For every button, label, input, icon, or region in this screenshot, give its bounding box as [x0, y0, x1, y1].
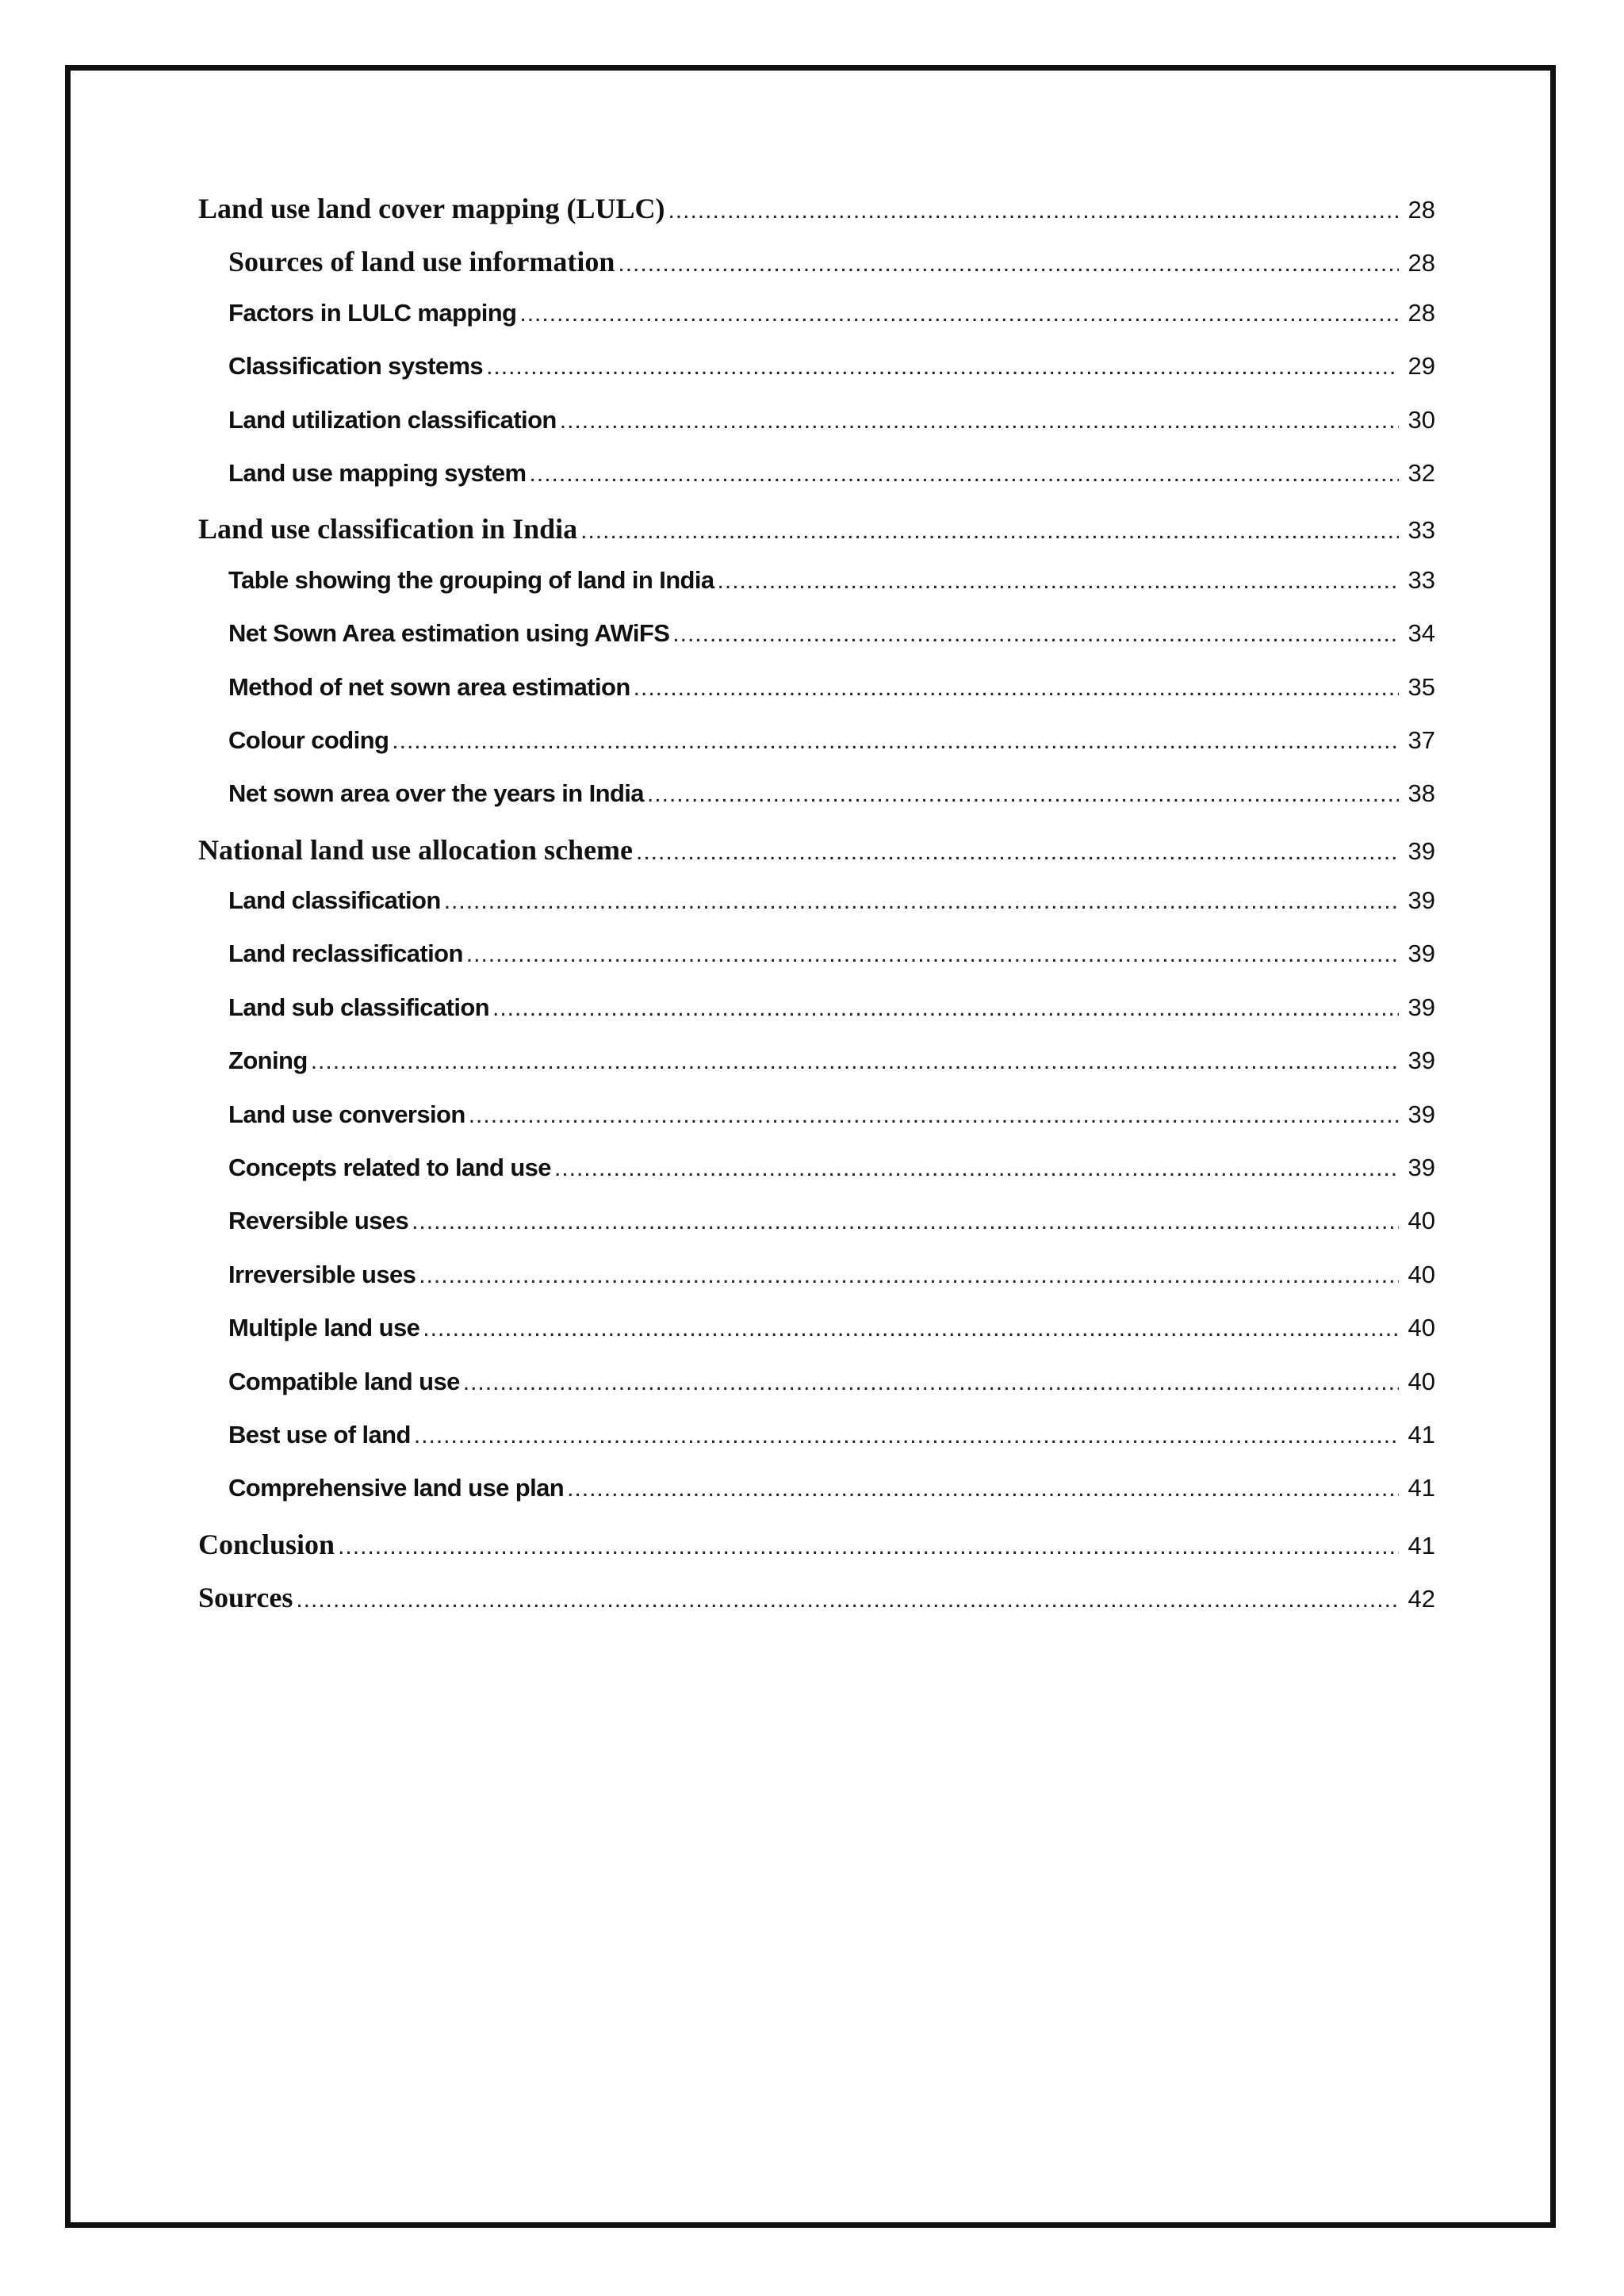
toc-entry-title: Classification systems — [228, 352, 484, 381]
toc-entry-title: Conclusion — [198, 1528, 335, 1560]
toc-entry-title: Land use mapping system — [228, 458, 527, 487]
toc-entry-title: Method of net sown area estimation — [228, 672, 630, 701]
toc-page-number: 39 — [1408, 1100, 1435, 1128]
toc-entry-title: Land reclassification — [228, 939, 463, 968]
toc-dot-leader — [466, 941, 1399, 968]
toc-page-number: 28 — [1408, 196, 1435, 224]
toc-page-number: 29 — [1408, 352, 1435, 381]
toc-dot-leader — [414, 1422, 1399, 1449]
toc-entry-title: Compatible land use — [228, 1367, 460, 1395]
toc-page-number: 33 — [1408, 565, 1435, 594]
toc-entry-title: Land utilization classification — [228, 405, 557, 434]
toc-entry-title: Irreversible uses — [228, 1260, 416, 1288]
toc-entry-title: Net sown area over the years in India — [228, 779, 644, 808]
toc-dot-leader — [560, 408, 1399, 434]
toc-entry[interactable] — [198, 1154, 1435, 1207]
toc-page-number: 39 — [1408, 993, 1435, 1021]
toc-dot-leader — [338, 1533, 1399, 1560]
toc-entry[interactable] — [198, 406, 1435, 459]
toc-page-number: 40 — [1408, 1260, 1435, 1288]
toc-dot-leader — [636, 839, 1399, 866]
toc-entry[interactable] — [198, 1474, 1435, 1527]
toc-dot-leader — [412, 1208, 1399, 1235]
toc-entry[interactable] — [198, 245, 1435, 298]
toc-entry[interactable] — [198, 1314, 1435, 1367]
toc-page-number: 41 — [1408, 1531, 1435, 1559]
toc-page-number: 28 — [1408, 249, 1435, 277]
toc-entry-title: Land classification — [228, 886, 441, 915]
toc-entry-title: Land use conversion — [228, 1100, 465, 1128]
toc-entry-title: Net Sown Area estimation using AWiFS — [228, 619, 670, 648]
toc-entry[interactable] — [198, 1528, 1435, 1581]
toc-entry-title: Concepts related to land use — [228, 1154, 551, 1182]
toc-page-number: 30 — [1408, 405, 1435, 434]
toc-entry[interactable] — [198, 1100, 1435, 1154]
toc-entry[interactable] — [198, 352, 1435, 405]
toc-page-number: 28 — [1408, 298, 1435, 327]
toc-dot-leader — [423, 1315, 1399, 1342]
toc-dot-leader — [486, 354, 1399, 381]
toc-page-number: 40 — [1408, 1314, 1435, 1342]
toc-entry-title: Reversible uses — [228, 1207, 409, 1235]
toc-page-number: 34 — [1408, 619, 1435, 648]
toc-dot-leader — [530, 461, 1399, 488]
toc-page-number: 39 — [1408, 1047, 1435, 1075]
toc-dot-leader — [392, 728, 1399, 755]
toc-page-number: 42 — [1408, 1585, 1435, 1613]
toc-entry[interactable] — [198, 566, 1435, 619]
toc-entry-title: Land use classification in India — [198, 513, 578, 545]
toc-dot-leader — [668, 197, 1399, 224]
toc-dot-leader — [296, 1586, 1399, 1613]
toc-entry[interactable] — [198, 886, 1435, 939]
toc-dot-leader — [463, 1369, 1399, 1396]
toc-entry[interactable] — [198, 1261, 1435, 1314]
toc-entry[interactable] — [198, 459, 1435, 512]
toc-page-number: 41 — [1408, 1420, 1435, 1448]
toc-dot-leader — [567, 1475, 1399, 1502]
toc-dot-leader — [444, 888, 1399, 915]
toc-entry-title: Zoning — [228, 1047, 308, 1075]
toc-dot-leader — [311, 1048, 1399, 1075]
toc-page-number: 38 — [1408, 779, 1435, 808]
toc-page-number: 33 — [1408, 516, 1435, 545]
toc-entry[interactable] — [198, 726, 1435, 779]
toc-dot-leader — [492, 995, 1399, 1022]
toc-dot-leader — [634, 675, 1399, 702]
toc-entry[interactable] — [198, 993, 1435, 1047]
toc-entry[interactable] — [198, 512, 1435, 565]
toc-entry[interactable] — [198, 299, 1435, 352]
table-of-contents — [198, 192, 1435, 1635]
toc-entry[interactable] — [198, 1047, 1435, 1100]
toc-entry-title: Colour coding — [228, 725, 389, 754]
toc-page-number: 32 — [1408, 458, 1435, 487]
toc-dot-leader — [580, 518, 1399, 545]
toc-entry-title: Factors in LULC mapping — [228, 298, 517, 327]
toc-dot-leader — [672, 621, 1399, 648]
toc-entry[interactable] — [198, 1368, 1435, 1421]
toc-page-number: 39 — [1408, 886, 1435, 915]
toc-page-number: 40 — [1408, 1207, 1435, 1235]
toc-dot-leader — [647, 781, 1399, 808]
toc-entry[interactable] — [198, 1581, 1435, 1634]
toc-dot-leader — [718, 568, 1399, 595]
toc-page-number: 39 — [1408, 1154, 1435, 1182]
toc-entry-title: Land use land cover mapping (LULC) — [198, 193, 665, 224]
toc-page-number: 39 — [1408, 836, 1435, 865]
toc-dot-leader — [519, 300, 1399, 327]
toc-page-number: 39 — [1408, 939, 1435, 968]
toc-entry[interactable] — [198, 192, 1435, 245]
toc-entry[interactable] — [198, 673, 1435, 726]
toc-entry-title: Sources — [198, 1582, 293, 1614]
toc-page-number: 37 — [1408, 725, 1435, 754]
toc-entry-title: Land sub classification — [228, 993, 490, 1021]
toc-page-number: 35 — [1408, 672, 1435, 701]
toc-entry-title: Multiple land use — [228, 1314, 420, 1342]
toc-entry[interactable] — [198, 619, 1435, 672]
toc-dot-leader — [469, 1102, 1399, 1129]
toc-entry-title: Table showing the grouping of land in India — [228, 565, 714, 594]
toc-entry-title: National land use allocation scheme — [198, 833, 634, 866]
toc-entry[interactable] — [198, 939, 1435, 993]
toc-page-number: 41 — [1408, 1474, 1435, 1502]
toc-entry[interactable] — [198, 1421, 1435, 1474]
toc-dot-leader — [419, 1262, 1399, 1289]
toc-dot-leader — [618, 251, 1399, 277]
toc-entry-title: Comprehensive land use plan — [228, 1474, 565, 1502]
toc-entry-title: Sources of land use information — [228, 246, 615, 278]
toc-entry[interactable] — [198, 779, 1435, 832]
toc-page-number: 40 — [1408, 1367, 1435, 1395]
toc-entry-title: Best use of land — [228, 1420, 411, 1448]
toc-dot-leader — [554, 1155, 1399, 1182]
toc-entry[interactable] — [198, 1207, 1435, 1260]
toc-entry[interactable] — [198, 833, 1435, 886]
